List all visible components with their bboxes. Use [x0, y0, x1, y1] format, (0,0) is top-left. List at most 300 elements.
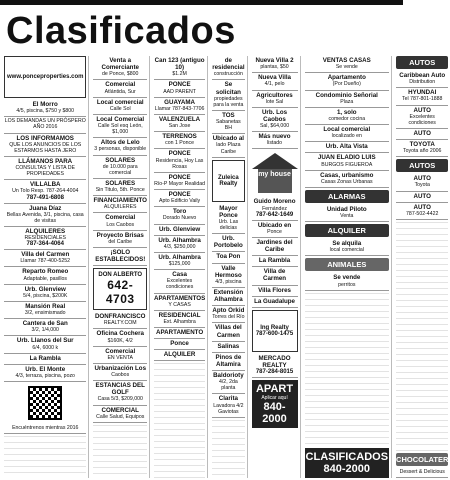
page-title: Clasificados [6, 10, 236, 52]
ad-headline: Venta a Comerciante [101, 57, 139, 72]
classified-ad [212, 323, 244, 341]
ad-headline: Condominio Señorial [315, 91, 378, 99]
ad-body: LOS DEMANDAS UN PRÓSPERO AÑO 2016 [4, 118, 86, 131]
filler [212, 420, 244, 478]
ads-list [212, 204, 244, 418]
house-label: my house [258, 171, 291, 179]
classified-ad [154, 56, 205, 80]
classified-ad [305, 73, 390, 90]
ad-headline: Urbanización Los [94, 364, 147, 372]
market-phone: 787-284-8015 [255, 369, 294, 375]
classified-ad [4, 100, 86, 117]
ad-headline: ¡SOLO ESTABLECIDOS! [95, 248, 146, 263]
column-2 [91, 56, 150, 478]
ads-list [305, 239, 390, 256]
ad-headline: Villas del Carmen [215, 324, 242, 339]
classified-ad [305, 56, 390, 73]
classified-ad [93, 248, 147, 266]
classified-ad [93, 80, 147, 97]
classified-ad [212, 394, 244, 417]
classified-ad [396, 71, 448, 88]
ad-headline: Se vende [333, 274, 361, 282]
ads-list [212, 56, 244, 158]
filler [396, 222, 448, 451]
ad-body: Casa 5/3, $209,000 [97, 396, 143, 403]
classified-ad [252, 132, 298, 149]
ad-phone: 787-642-1649 [255, 211, 294, 218]
ad-headline: PONCE [168, 81, 191, 89]
house-wall [258, 169, 292, 193]
ad-body: Torres del Río [212, 314, 245, 321]
classified-ad [4, 157, 86, 180]
ad-headline: Can 123 (antiguo 10) [154, 57, 205, 72]
ad-headline: GUAYAMA [164, 98, 196, 106]
classified-ad [154, 207, 205, 224]
header-bar [0, 0, 403, 5]
classified-ad [252, 197, 298, 220]
classified-ad [93, 196, 147, 213]
ad-body: 5/4, piscina, $200K [23, 292, 68, 299]
classified-ad [154, 225, 205, 236]
ad-body: (Por Dueño) [332, 81, 361, 88]
ad-body: Bellas Avenida, 3/1, piscina, casa de visitas [6, 211, 84, 224]
ad-body: Excelentes condiciones [408, 113, 436, 126]
brand-name: Zuleica Realty [218, 174, 239, 187]
classified-ad [212, 371, 244, 394]
classified-ad [154, 236, 205, 253]
ad-body: 3/2, ensimismado [24, 310, 66, 316]
classified-ad [212, 264, 244, 288]
classified-ad [212, 252, 244, 263]
filler [305, 293, 390, 446]
column-4 [210, 56, 247, 478]
classified-ad [154, 311, 205, 328]
ad-body: del Caribe [108, 238, 133, 245]
classified-ad [305, 125, 390, 142]
market-head: MERCADO REALTY [258, 354, 291, 369]
classified-ad [252, 297, 298, 308]
ad-body: localizado en [331, 133, 362, 140]
ad-body: 787-502-4422 [406, 210, 439, 217]
ad-headline: COMERCIAL [101, 406, 139, 414]
ad-headline: Agricultores [256, 91, 293, 99]
classified-ad [93, 138, 147, 155]
ad-body: Apto Edificio Vaily [159, 198, 201, 205]
section-alarmas: ALARMAS [305, 190, 390, 203]
classified-ad [93, 381, 147, 405]
ad-body: Atlántida, Sur [104, 88, 136, 95]
classified-ad [154, 115, 205, 132]
classified-ad [93, 213, 147, 230]
ads-list [396, 71, 448, 157]
classified-ad [4, 365, 86, 382]
apart-title: APART [255, 383, 294, 395]
ad-headline: AUTO [413, 129, 431, 137]
classified-ad [154, 80, 205, 97]
ad-headline: Urb. Portobelo [213, 235, 243, 250]
ad-headline: Urb. Alhambra [158, 253, 201, 261]
ad-body: QUE LOS ANUNCIOS DE LOS ESTARMOS HASTA JERO [9, 141, 82, 154]
ad-body: 6/4, 6000 k [32, 344, 59, 351]
realty-phone: 787-600-1475 [255, 330, 294, 337]
classified-ad [212, 134, 244, 157]
classified-ad [4, 285, 86, 302]
ad-headline: Mansión Real [25, 302, 66, 310]
classified-ad [212, 111, 244, 134]
column-7 [394, 56, 450, 478]
classified-ad [305, 108, 390, 125]
ad-body: 4/3, terraza, piscina, pozo [15, 372, 75, 379]
ad-headline: Más nuevo [258, 133, 291, 141]
ad-headline: Guido Moreno [253, 198, 296, 206]
ad-headline: Urb. Llanos del Sur [16, 337, 74, 345]
ad-headline: Casa [172, 271, 187, 279]
ad-headline: Toa Pon [216, 253, 241, 261]
realty-logo [252, 310, 298, 352]
classified-ad [4, 354, 86, 365]
brand-logo [93, 268, 147, 310]
classified-ad [4, 227, 86, 250]
ads-list [396, 174, 448, 220]
ad-headline: RESIDENCIAL [158, 311, 201, 319]
ad-body: Un Tolo Resp. 787-264-4004 [12, 188, 79, 195]
logo-label: www.ponceproperties.com [7, 74, 84, 80]
apart-sub: Aplicar aquí [261, 395, 288, 401]
ad-headline: DONFRANCISCO [94, 313, 146, 321]
ad-headline: AUTO [413, 175, 431, 183]
ad-body: $160K, 4/2 [107, 337, 133, 344]
classified-ad [305, 171, 390, 188]
classified-ad [4, 250, 86, 267]
ad-body: $125,000 [168, 261, 191, 267]
ad-headline: LLÁMANOS PARA [18, 157, 73, 165]
ad-headline: TERRENOS [162, 133, 197, 141]
ad-body: Dorado Nuevo [162, 215, 197, 222]
column-3 [152, 56, 208, 478]
ad-headline: Cantera de San [22, 320, 68, 328]
ad-body: Residencia, Hoy Las Rosas [155, 157, 204, 170]
ad-body: local comercial [329, 247, 364, 254]
ad-headline: Jardines del Caribe [256, 238, 293, 253]
ad-headline: Urb. Glenview [24, 285, 66, 293]
ad-body: Ponce [267, 228, 282, 235]
ads-list [252, 197, 298, 307]
ads-list [93, 312, 147, 423]
ad-phone: 787-364-4064 [26, 241, 64, 248]
ad-headline: Salinas [217, 342, 240, 350]
classified-ad [93, 312, 147, 329]
ad-headline: Comercial [105, 214, 136, 222]
ad-body: Río-P Mayor Realidad [154, 180, 206, 187]
classified-ad [4, 180, 86, 203]
apart-phone: 840-2000 [262, 401, 287, 425]
house-icon [252, 153, 298, 193]
ad-body: Urb. Las delicias [218, 218, 239, 231]
ads-list [305, 273, 390, 290]
ad-body: Toyota [414, 182, 430, 189]
ad-headline: Reparto Romeo [22, 268, 69, 276]
ad-headline: Comercial [105, 81, 136, 89]
ad-headline: Urb. El Monte [25, 365, 66, 373]
ad-body: Venta [340, 213, 354, 219]
ad-headline: FINANCIAMIENTO [93, 197, 147, 205]
page-header [0, 0, 403, 54]
classified-ad [154, 190, 205, 207]
ad-headline: APARTAMENTO [156, 329, 204, 336]
chocolater-sub: Dessert & Delicious [396, 468, 448, 478]
ad-headline: Ubicado en [257, 221, 292, 229]
ad-headline: Se solicitan [215, 81, 241, 96]
ad-headline: VALENZUELA [159, 115, 201, 123]
ad-headline: Mayor Ponce [219, 204, 238, 219]
classified-ad [93, 179, 147, 196]
classified-ad [396, 129, 448, 140]
ad-headline: HYUNDAI [408, 89, 437, 97]
brand-name: DON ALBERTO [98, 272, 143, 279]
ad-headline: Unidad Piloto [326, 205, 367, 213]
realtor-logo [4, 56, 86, 98]
classified-ad [93, 406, 147, 423]
filler [93, 425, 147, 478]
ad-headline: Villa de Carmen [263, 268, 287, 283]
ad-headline: La Rambla [258, 257, 291, 265]
ad-headline: Ubicado al [212, 135, 245, 143]
ad-body: BURGOS FIGUEROA [321, 161, 373, 168]
classified-ad [154, 270, 205, 293]
ad-body: propiedades para la venta [213, 95, 244, 108]
ad-body: Ext. Alhambra [163, 318, 196, 325]
ad-headline: VILLALBA [29, 181, 61, 189]
ad-body: listado [267, 140, 283, 147]
ad-body: AAD PARENT [163, 88, 196, 95]
ad-body: Sal, $64,000 [259, 123, 290, 129]
ad-headline: Urb. Alhambra [158, 236, 201, 244]
ad-headline: TOS [222, 111, 235, 119]
ad-headline: PONCE [168, 173, 191, 181]
classified-ad [93, 364, 147, 381]
ad-headline: LOS INFORMAMOS [16, 134, 74, 142]
ad-body: Llamar 787-400-5252 [20, 258, 71, 265]
apart-box [252, 380, 298, 428]
ad-headline: La Guadalupe [254, 297, 295, 305]
ad-headline: Apto Orkid [212, 307, 245, 315]
ad-body: Tel 787-801-1888 [402, 96, 443, 103]
classified-ad [252, 267, 298, 285]
classified-ad [396, 192, 448, 203]
ad-body: Sin Titulo, 5th. Ponce [95, 187, 145, 193]
ad-headline: ESTANCIAS DEL GOLF [95, 382, 145, 397]
ad-headline: Local comercial [323, 126, 371, 133]
classified-ad [252, 221, 298, 238]
ad-headline: TOYOTA [409, 141, 435, 148]
ad-body: de 10.000 para comercial [102, 163, 138, 176]
ad-body: San Jose [168, 123, 191, 129]
ad-headline: Nueva Villa 2 [255, 57, 294, 64]
classified-ad [252, 286, 298, 297]
ad-headline: Urb. Los Caobos [261, 108, 288, 123]
clasificados-phone: 840-2000 [323, 463, 371, 475]
ads-list [305, 56, 390, 188]
ad-headline: AUTO [413, 192, 431, 200]
ad-headline: Apartamento [327, 74, 366, 82]
classified-ad [154, 253, 205, 270]
ad-body: 4/3, piscina [215, 278, 242, 285]
ad-body: RESIDENCIALES [24, 235, 66, 241]
ad-headline: Comercial [105, 347, 136, 355]
market-ad [252, 354, 298, 378]
ad-headline: Altos de Lelo [100, 139, 140, 147]
ad-headline: SOLARES [105, 179, 136, 187]
realty-name: Ing Realty [260, 324, 289, 331]
ad-body: comedor cocina [328, 115, 366, 122]
classified-ad [212, 288, 244, 306]
ad-body: 4/1, pelo [264, 81, 285, 88]
ad-body: 4/2, 2da planta [218, 379, 238, 392]
ad-body: plantas, $50 [260, 64, 289, 71]
classified-ad [154, 98, 205, 115]
ad-headline: Villa Flores [258, 286, 291, 294]
qr-code-icon [28, 386, 62, 420]
ad-headline: AUTO [413, 203, 431, 211]
clasificados-box [305, 448, 390, 478]
classified-ad [305, 239, 390, 256]
classified-ad [93, 347, 147, 364]
ad-headline: Nueva Villa [258, 74, 291, 82]
ad-headline: El Morro [32, 101, 58, 108]
ad-body: CONSULTAS Y LISTA DE PROPIEDADES [15, 165, 75, 178]
ad-headline: Extensión Alhambra [213, 288, 244, 303]
brand-phone: 642-4703 [105, 278, 135, 307]
classified-ad [154, 328, 205, 339]
classified-ad [305, 142, 390, 153]
filler [4, 436, 86, 478]
ad-phone: 787-491-6808 [26, 194, 64, 201]
ad-headline: Pinos de Altamira [215, 353, 242, 368]
ad-body: perritos [338, 281, 356, 288]
qr-caption: Encuéntrenos mientras 2016 [4, 424, 86, 434]
classified-ad [93, 98, 147, 115]
classified-columns [2, 56, 449, 478]
ad-body: 3 personas, disponible [94, 146, 147, 153]
classified-ad [154, 350, 205, 361]
ad-headline: Valle Hermoso [214, 264, 242, 279]
ad-headline: Local comercial [96, 98, 144, 106]
ad-headline: JUAN ELADIO LUIS [317, 154, 376, 162]
ads-list [93, 56, 147, 266]
ad-body: EN VENTA [107, 354, 133, 361]
classified-ad [212, 353, 244, 371]
house-roof [252, 153, 298, 169]
ad-headline: PONCE [168, 191, 191, 198]
classified-ad [154, 173, 205, 190]
classified-ad [396, 140, 448, 157]
ad-body: Excelentes condiciones [165, 278, 194, 291]
ad-body: Toyota año 2006 [403, 148, 442, 155]
classified-ad [396, 203, 448, 220]
ad-body: Distribution [409, 79, 436, 86]
ad-body: lote Sal [265, 98, 284, 105]
classified-ad [154, 132, 205, 149]
clasificados-title: CLASIFICADOS [305, 451, 389, 463]
ad-headline: Se alquila [332, 240, 362, 248]
ad-body: 4/3, $250,000 [163, 243, 196, 250]
classified-ad [154, 294, 205, 311]
classified-ad [212, 306, 244, 323]
ad-headline: Baldorioty [213, 372, 244, 379]
classified-ad [4, 117, 86, 133]
classified-ad [252, 73, 298, 90]
ad-headline: ALQUILERES [25, 227, 66, 235]
classified-ad [93, 115, 147, 138]
ad-body: de Ponce, $800 [102, 71, 139, 78]
ad-body: Los Caobos [106, 221, 135, 228]
classified-ad [305, 153, 390, 170]
classified-ad [4, 336, 86, 353]
ad-body: 4/5, piscina, $750 y $800 [16, 108, 75, 115]
classified-ad [305, 91, 390, 108]
section-autos: AUTOS [396, 56, 448, 69]
classified-ad [212, 204, 244, 235]
ad-headline: Oficina Cochera [96, 330, 144, 338]
ad-headline: ALQUILER [163, 351, 196, 359]
classified-ad [252, 56, 298, 73]
ad-headline: Proyecto Brisas [96, 231, 144, 239]
classified-ad [252, 108, 298, 132]
classified-ad [4, 302, 86, 319]
ad-body: Lavadora 4/2 Gaviotas [213, 402, 244, 415]
ad-headline: Villa del Carmen [21, 251, 70, 259]
ad-body: REALTY.COM [103, 320, 137, 327]
classified-ad [212, 56, 244, 80]
filler [154, 363, 205, 478]
classified-ad [4, 134, 86, 157]
ad-body: con 1 Ponce [165, 140, 195, 147]
ad-body: Calle Sol [109, 105, 131, 112]
ad-body: ALQUILERES [103, 204, 137, 211]
ad-body: $1.2M [172, 71, 187, 78]
ad-body: Casas Zonas Urbanas [320, 178, 373, 185]
ad-headline: Ponce [170, 340, 189, 348]
classified-ad [93, 231, 147, 248]
section-alquiler: ALQUILER [305, 224, 390, 237]
classified-ad [212, 234, 244, 252]
ads-list [252, 56, 298, 149]
classified-ad [154, 339, 205, 350]
classified-ad [252, 238, 298, 256]
ad-headline: 1, solo [336, 108, 357, 116]
classified-ad [252, 256, 298, 267]
section-autos-2: AUTOS [396, 159, 448, 172]
ad-body: Calle Salud, Equipos [96, 413, 145, 420]
ad-headline: La Rambla [29, 354, 61, 362]
ad-body: Calle Sol esq León, $1,000 [97, 123, 143, 136]
ad-body: Adaptable, pasillos [23, 275, 67, 282]
ad-headline: Casas, urbanismo [320, 171, 374, 179]
ad-body: Y CASAS [168, 301, 191, 308]
section-chocolater: CHOCOLATER [396, 454, 449, 464]
classified-ad [93, 329, 147, 346]
column-5 [250, 56, 301, 478]
ad-headline: VENTAS CASAS [322, 57, 371, 64]
ads-list [154, 56, 205, 361]
ad-headline: Urb. Alta Vista [325, 143, 368, 151]
ad-headline: AUTO [413, 106, 431, 114]
ad-headline: Toro [172, 208, 187, 216]
section-animales: ANIMALES [305, 258, 390, 271]
ad-body: Se vende [335, 64, 358, 71]
classified-ad [212, 342, 244, 353]
classified-ad [93, 156, 147, 179]
